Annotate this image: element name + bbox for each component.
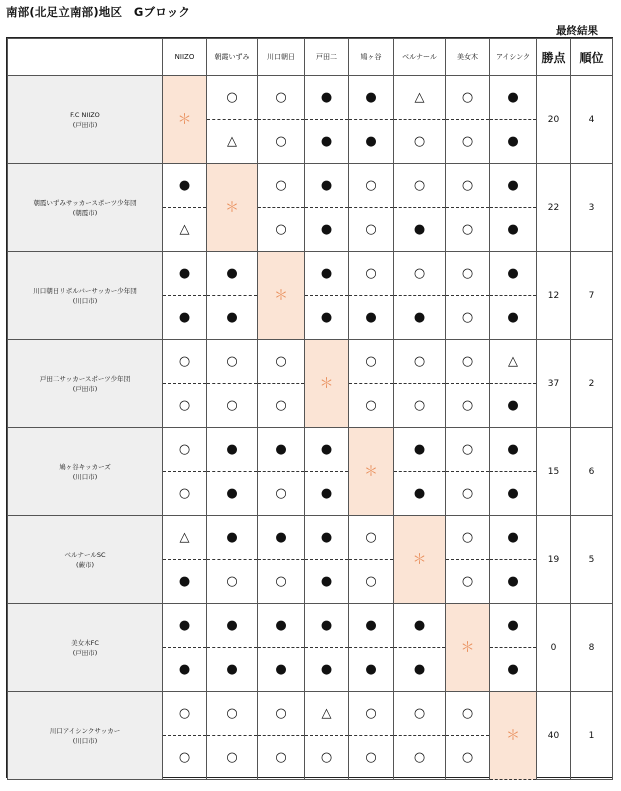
result-cell: ●: [394, 296, 446, 340]
rank-cell: 1: [571, 692, 613, 780]
result-cell: △: [163, 516, 207, 560]
result-cell: ○: [207, 560, 258, 604]
result-cell: △: [163, 208, 207, 252]
team-name: 朝霞いずみサッカースポーツ少年団: [33, 198, 137, 207]
result-cell: ●: [349, 120, 394, 164]
result-cell: ●: [490, 296, 537, 340]
team-name: 川口朝日リボルバーサッカー少年団: [33, 286, 137, 295]
team-name: 美女木FC: [71, 638, 99, 647]
team-name: 川口アイシンクサッカー: [49, 726, 121, 735]
result-cell: ●: [394, 648, 446, 692]
result-cell: ●: [490, 384, 537, 428]
result-cell: ○: [394, 384, 446, 428]
result-cell: ○: [163, 692, 207, 736]
result-cell: △: [305, 692, 349, 736]
result-cell: ○: [305, 736, 349, 780]
result-cell: ●: [305, 76, 349, 120]
team-city: (川口市): [72, 736, 98, 745]
result-cell: ○: [258, 120, 305, 164]
result-cell: ●: [258, 648, 305, 692]
column-header: 朝霞いずみ: [207, 39, 258, 76]
result-cell: ●: [207, 428, 258, 472]
result-cell: ●: [305, 296, 349, 340]
team-name: 鳩ヶ谷キッカーズ: [59, 462, 111, 471]
points-cell: 22: [537, 164, 571, 252]
result-cell: ●: [394, 472, 446, 516]
rank-cell: 3: [571, 164, 613, 252]
team-name-cell: [8, 692, 163, 780]
result-cell: ●: [305, 428, 349, 472]
rank-cell: 7: [571, 252, 613, 340]
table-body: [8, 76, 613, 780]
result-cell: ○: [207, 76, 258, 120]
result-cell: ○: [446, 208, 490, 252]
self-match-cell: ＊: [446, 604, 490, 692]
result-cell: ○: [207, 692, 258, 736]
self-match-cell: ＊: [394, 516, 446, 604]
column-header: 川口朝日: [258, 39, 305, 76]
table-row: [8, 76, 613, 120]
result-cell: ●: [490, 164, 537, 208]
team-name-cell: [8, 340, 163, 428]
result-cell: ○: [446, 296, 490, 340]
table-row: [8, 164, 613, 208]
result-cell: ○: [446, 76, 490, 120]
result-cell: ●: [258, 516, 305, 560]
points-cell: 0: [537, 604, 571, 692]
rank-cell: 4: [571, 76, 613, 164]
rank-header: 順位: [571, 39, 613, 76]
team-city: (戸田市): [72, 120, 98, 129]
result-cell: ●: [349, 76, 394, 120]
result-cell: ●: [349, 648, 394, 692]
team-city: (川口市): [72, 296, 98, 305]
result-cell: ○: [446, 472, 490, 516]
result-cell: ○: [349, 384, 394, 428]
result-cell: ●: [490, 516, 537, 560]
team-city: (川口市): [72, 472, 98, 481]
result-cell: ○: [258, 692, 305, 736]
result-cell: ○: [446, 428, 490, 472]
result-cell: ●: [490, 120, 537, 164]
result-cell: ○: [258, 560, 305, 604]
result-cell: ●: [163, 560, 207, 604]
self-match-cell: ＊: [207, 164, 258, 252]
result-cell: ●: [305, 252, 349, 296]
self-match-cell: ＊: [163, 76, 207, 164]
result-cell: ●: [349, 296, 394, 340]
result-cell: ○: [446, 736, 490, 780]
result-cell: ○: [446, 164, 490, 208]
result-cell: ○: [258, 384, 305, 428]
result-cell: ●: [490, 428, 537, 472]
result-cell: ●: [490, 560, 537, 604]
result-cell: ○: [446, 692, 490, 736]
result-cell: ○: [394, 692, 446, 736]
team-city: (蕨市): [75, 560, 95, 569]
rank-cell: 5: [571, 516, 613, 604]
team-name: F.C NIIZO: [70, 110, 100, 119]
result-cell: ○: [349, 736, 394, 780]
result-cell: ○: [446, 340, 490, 384]
column-header: アイシンク: [490, 39, 537, 76]
result-cell: ●: [207, 516, 258, 560]
result-cell: ○: [394, 736, 446, 780]
result-cell: ●: [490, 252, 537, 296]
result-cell: △: [394, 76, 446, 120]
result-cell: ●: [305, 604, 349, 648]
final-results-label: 最終結果: [556, 25, 598, 37]
result-cell: ●: [163, 604, 207, 648]
table-row: [8, 604, 613, 648]
column-header: NIIZO: [163, 39, 207, 76]
team-name-cell: [8, 428, 163, 516]
column-header: 戸田二: [305, 39, 349, 76]
result-cell: ●: [163, 296, 207, 340]
team-name-cell: [8, 252, 163, 340]
result-cell: ●: [394, 604, 446, 648]
rank-cell: 2: [571, 340, 613, 428]
column-header: 鳩ヶ谷: [349, 39, 394, 76]
table-row: [8, 252, 613, 296]
self-match-cell: ＊: [305, 340, 349, 428]
result-cell: ○: [207, 340, 258, 384]
result-cell: ●: [490, 604, 537, 648]
result-cell: ○: [394, 164, 446, 208]
result-cell: ○: [163, 736, 207, 780]
result-cell: △: [490, 340, 537, 384]
result-cell: ●: [258, 428, 305, 472]
result-cell: ●: [207, 648, 258, 692]
rank-cell: 6: [571, 428, 613, 516]
points-cell: 12: [537, 252, 571, 340]
result-cell: ○: [446, 252, 490, 296]
result-cell: ○: [258, 76, 305, 120]
result-cell: ○: [163, 472, 207, 516]
result-cell: ●: [305, 516, 349, 560]
result-cell: ○: [207, 384, 258, 428]
result-cell: ○: [394, 340, 446, 384]
table-row: [8, 516, 613, 560]
result-cell: ○: [207, 736, 258, 780]
points-cell: 15: [537, 428, 571, 516]
result-cell: ○: [258, 736, 305, 780]
points-cell: 40: [537, 692, 571, 780]
self-match-cell: ＊: [349, 428, 394, 516]
result-cell: ●: [305, 560, 349, 604]
result-cell: ○: [349, 208, 394, 252]
points-cell: 19: [537, 516, 571, 604]
result-cell: ●: [394, 208, 446, 252]
result-cell: ○: [163, 428, 207, 472]
result-cell: ○: [258, 164, 305, 208]
result-cell: ○: [394, 252, 446, 296]
team-name: 戸田二サッカースポーツ少年団: [39, 374, 131, 383]
team-name-cell: [8, 164, 163, 252]
result-cell: ○: [258, 472, 305, 516]
result-cell: ●: [305, 164, 349, 208]
result-cell: ●: [163, 164, 207, 208]
points-header: 勝点: [537, 39, 571, 76]
result-cell: ○: [349, 692, 394, 736]
result-cell: ○: [163, 340, 207, 384]
result-cell: ●: [163, 648, 207, 692]
team-city: (戸田市): [72, 648, 98, 657]
result-cell: ○: [258, 340, 305, 384]
table-row: [8, 428, 613, 472]
result-cell: ●: [207, 604, 258, 648]
result-cell: ●: [490, 208, 537, 252]
team-name-cell: [8, 516, 163, 604]
result-cell: ●: [258, 604, 305, 648]
result-cell: ●: [490, 76, 537, 120]
self-match-cell: ＊: [490, 692, 537, 780]
result-cell: ○: [446, 384, 490, 428]
result-cell: ○: [394, 120, 446, 164]
header-row: [8, 39, 613, 76]
result-cell: ●: [349, 604, 394, 648]
result-cell: ○: [349, 252, 394, 296]
standings-table: [6, 37, 613, 778]
table-row: [8, 340, 613, 384]
team-name-cell: [8, 76, 163, 164]
result-cell: ○: [258, 208, 305, 252]
result-cell: ○: [163, 384, 207, 428]
points-cell: 20: [537, 76, 571, 164]
result-cell: ●: [305, 472, 349, 516]
result-cell: ●: [394, 428, 446, 472]
column-header: 美女木: [446, 39, 490, 76]
result-cell: ●: [207, 252, 258, 296]
result-cell: ●: [490, 648, 537, 692]
result-cell: ○: [446, 560, 490, 604]
result-cell: ●: [305, 648, 349, 692]
result-cell: ○: [446, 120, 490, 164]
result-cell: ●: [207, 296, 258, 340]
team-city: (戸田市): [72, 384, 98, 393]
result-cell: ●: [163, 252, 207, 296]
result-cell: ○: [349, 560, 394, 604]
column-header: ベルナール: [394, 39, 446, 76]
result-cell: ○: [349, 516, 394, 560]
result-cell: ●: [490, 472, 537, 516]
result-cell: ○: [349, 340, 394, 384]
result-cell: ●: [207, 472, 258, 516]
rank-cell: 8: [571, 604, 613, 692]
result-cell: ●: [305, 208, 349, 252]
self-match-cell: ＊: [258, 252, 305, 340]
points-cell: 37: [537, 340, 571, 428]
result-cell: ○: [446, 516, 490, 560]
team-name-cell: [8, 604, 163, 692]
team-name: ベルナールSC: [64, 550, 106, 559]
page-title: 南部(北足立南部)地区 Gブロック: [6, 5, 191, 19]
team-city: (朝霞市): [72, 208, 98, 217]
result-cell: ●: [305, 120, 349, 164]
corner-cell: [8, 39, 163, 76]
result-cell: ○: [349, 164, 394, 208]
result-cell: △: [207, 120, 258, 164]
table-row: [8, 692, 613, 736]
